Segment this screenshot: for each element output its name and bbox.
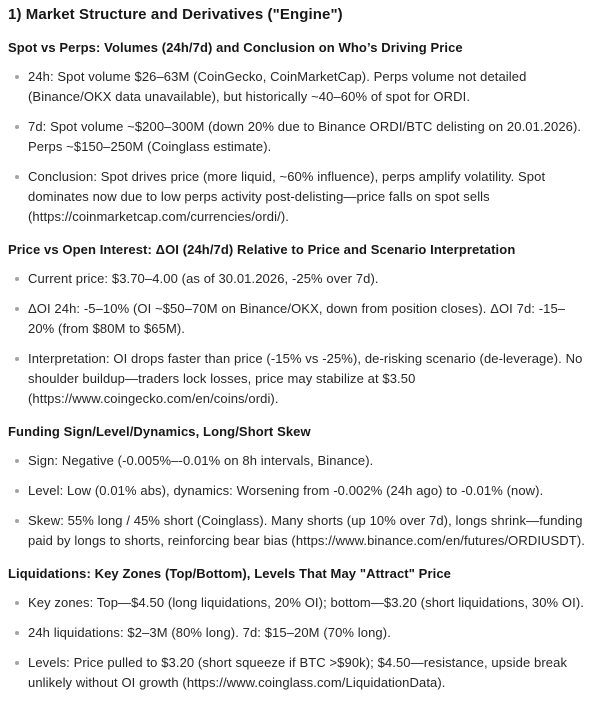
bullet-item: 24h: Spot volume $26–63M (CoinGecko, CoinMarketCap). Perps volume not detailed (Binance/OKX data unavailable), but historically ~40–60% of spot for ORDI. xyxy=(8,67,586,107)
bullet-item: 24h liquidations: $2–3M (80% long). 7d: $15–20M (70% long). xyxy=(8,623,586,643)
bullet-item: Key zones: Top—$4.50 (long liquidations, 20% OI); bottom—$3.20 (short liquidations, 30% OI). xyxy=(8,593,586,613)
bullet-item: Level: Low (0.01% abs), dynamics: Worsening from -0.002% (24h ago) to -0.01% (now). xyxy=(8,481,586,501)
bullet-list xyxy=(8,67,586,227)
bullet-item: Conclusion: Spot drives price (more liquid, ~60% influence), perps amplify volatility. Spot dominates now due to low perps activity post-delisting—price falls on spot sells (https://coinmarketcap.com/currencies/ordi/). xyxy=(8,167,586,227)
bullet-list xyxy=(8,451,586,551)
bullet-list xyxy=(8,269,586,409)
section-spot-vs-perps xyxy=(8,39,586,227)
bullet-list xyxy=(8,593,586,693)
bullet-item: Current price: $3.70–4.00 (as of 30.01.2026, -25% over 7d). xyxy=(8,269,586,289)
bullet-item: 7d: Spot volume ~$200–300M (down 20% due to Binance ORDI/BTC delisting on 20.01.2026). Perps ~$150–250M (Coinglass estimate). xyxy=(8,117,586,157)
section-heading: Liquidations: Key Zones (Top/Bottom), Levels That May "Attract" Price xyxy=(8,566,451,581)
section-heading: Spot vs Perps: Volumes (24h/7d) and Conclusion on Who’s Driving Price xyxy=(8,40,463,55)
bullet-item: Skew: 55% long / 45% short (Coinglass). Many shorts (up 10% over 7d), longs shrink—funding paid by longs to shorts, reinforcing bear bias (https://www.binance.com/en/futures/ORDIUSDT). xyxy=(8,511,586,551)
bullet-item: ΔOI 24h: -5–10% (OI ~$50–70M on Binance/OKX, down from position closes). ΔOI 7d: -15–20% (from $80M to $65M). xyxy=(8,299,586,339)
section-heading: Price vs Open Interest: ΔOI (24h/7d) Relative to Price and Scenario Interpretation xyxy=(8,242,516,257)
section-liquidations xyxy=(8,565,586,693)
bullet-item: Levels: Price pulled to $3.20 (short squeeze if BTC >$90k); $4.50—resistance, upside break unlikely without OI growth (https://www.coinglass.com/LiquidationData). xyxy=(8,653,586,693)
bullet-item: Interpretation: OI drops faster than price (-15% vs -25%), de-risking scenario (de-leverage). No shoulder buildup—traders lock losses, price may stabilize at $3.50 (https://www.coingecko.com/en/coins/ordi). xyxy=(8,349,586,409)
bullet-item: Sign: Negative (-0.005%–-0.01% on 8h intervals, Binance). xyxy=(8,451,586,471)
section-heading: Funding Sign/Level/Dynamics, Long/Short Skew xyxy=(8,424,311,439)
section-price-vs-open-interest xyxy=(8,241,586,409)
document-title: 1) Market Structure and Derivatives ("Engine") xyxy=(8,6,343,23)
document xyxy=(8,5,586,693)
section-funding xyxy=(8,423,586,551)
